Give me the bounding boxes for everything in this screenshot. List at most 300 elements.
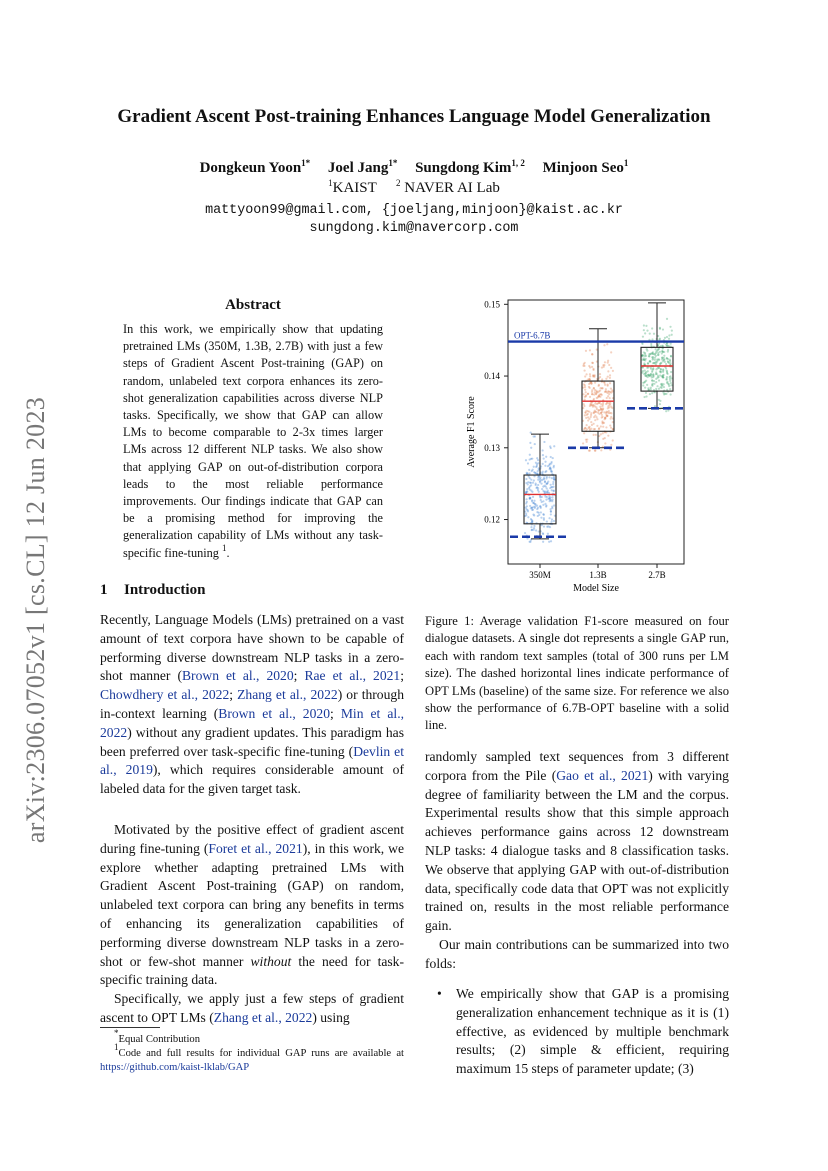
abstract-heading: Abstract [225, 297, 281, 313]
data-point [528, 472, 530, 474]
data-point [661, 350, 663, 352]
data-point [606, 415, 608, 417]
data-point [532, 509, 534, 511]
emphasis: without [250, 953, 292, 969]
citation-link[interactable]: Brown et al., 2020 [181, 668, 294, 684]
data-point [593, 404, 595, 406]
data-point [607, 385, 609, 387]
data-point [648, 353, 650, 355]
data-point [536, 457, 538, 459]
data-point [601, 420, 603, 422]
data-point [671, 329, 673, 331]
data-point [598, 428, 600, 430]
data-point [611, 390, 613, 392]
data-point [610, 427, 612, 429]
data-point [655, 388, 657, 390]
x-tick-label: 350M [529, 570, 551, 580]
x-tick-label: 2.7B [648, 570, 666, 580]
data-point [551, 505, 553, 507]
intro-paragraph [100, 821, 404, 990]
data-point [544, 461, 546, 463]
data-point [531, 507, 533, 509]
data-point [656, 373, 658, 375]
data-point [665, 379, 667, 381]
data-point [646, 384, 648, 386]
data-point [603, 344, 605, 346]
data-point [528, 469, 530, 471]
text-run: Recently, Language Models (LMs) pretrained on a vast amount of text corpora have shown to be capable of performing diverse downstream NLP tasks in a zero-shot manner ( [100, 612, 404, 684]
data-point [604, 417, 606, 419]
data-point [594, 419, 596, 421]
data-point [553, 520, 555, 522]
data-point [661, 357, 663, 359]
data-point [539, 496, 541, 498]
data-point [609, 382, 611, 384]
data-point [602, 364, 604, 366]
data-point [657, 354, 659, 356]
scatter-points [524, 318, 673, 543]
data-point [551, 496, 553, 498]
data-point [542, 449, 544, 451]
affiliation-mark: 2 [396, 178, 401, 188]
data-point [584, 414, 586, 416]
text-run: ; [400, 668, 404, 684]
data-point [588, 386, 590, 388]
data-point [535, 529, 537, 531]
data-point [668, 334, 670, 336]
data-point [533, 479, 535, 481]
data-point [541, 501, 543, 503]
data-point [549, 508, 551, 510]
data-point [593, 423, 595, 425]
x-tick-label: 1.3B [589, 570, 607, 580]
data-point [656, 385, 658, 387]
data-point [603, 382, 605, 384]
data-point [543, 478, 545, 480]
abstract-body: In this work, we empirically show that updating pretrained LMs (350M, 1.3B, 2.7B) with just a few steps of Gradient Ascent Post-training (GAP) on random, unlabeled text corpora enhances its zero-shot generalization capabilities across diverse NLP tasks. Specifically, we show that GAP can allow LMs to become comparable to 2-3x times larger LMs across 12 different NLP tasks. We also show that applying GAP on out-of-distribution corpora leads to the most reliable performance improvements. Our findings indicate that GAP can be a promising method for improving the generalization capability of LMs without any task-specific fine-tuning $^1$. [123, 322, 383, 560]
citation-link[interactable]: Chowdhery et al., 2022 [100, 687, 230, 703]
data-point [542, 504, 544, 506]
data-point [532, 513, 534, 515]
data-point [595, 390, 597, 392]
data-point [645, 325, 647, 327]
data-point [652, 373, 654, 375]
data-point [662, 392, 664, 394]
data-point [604, 361, 606, 363]
data-point [552, 483, 554, 485]
data-point [666, 376, 668, 378]
data-point [667, 349, 669, 351]
data-point [666, 373, 668, 375]
data-point [550, 484, 552, 486]
data-point [543, 441, 545, 443]
data-point [582, 393, 584, 395]
data-point [646, 367, 648, 369]
citation-link[interactable]: Rae et al., 2021 [304, 668, 401, 684]
data-point [654, 405, 656, 407]
data-point [658, 359, 660, 361]
data-point [589, 373, 591, 375]
data-point [545, 483, 547, 485]
data-point [552, 486, 554, 488]
data-point [551, 489, 553, 491]
data-point [525, 502, 527, 504]
data-point [659, 351, 661, 353]
data-point [670, 382, 672, 384]
data-point [666, 370, 668, 372]
data-point [666, 336, 668, 338]
y-ticks [484, 299, 508, 524]
data-point [529, 454, 531, 456]
data-point [536, 486, 538, 488]
data-point [585, 350, 587, 352]
data-point [536, 508, 538, 510]
data-point [605, 388, 607, 390]
body-paragraph [425, 748, 729, 936]
data-point [669, 375, 671, 377]
data-point [650, 387, 652, 389]
data-point [666, 318, 668, 320]
data-point [601, 378, 603, 380]
data-point [592, 362, 594, 364]
data-point [656, 361, 658, 363]
data-point [605, 378, 607, 380]
affiliations [60, 180, 768, 197]
data-point [526, 472, 528, 474]
paper-title: Gradient Ascent Post-training Enhances Language Model Generalization [117, 106, 711, 127]
y-axis-label: Average F1 Score [466, 396, 477, 468]
data-point [662, 374, 664, 376]
data-point [665, 410, 667, 412]
data-point [586, 414, 588, 416]
data-point [534, 507, 536, 509]
data-point [610, 367, 612, 369]
data-point [593, 393, 595, 395]
data-point [609, 424, 611, 426]
data-point [596, 418, 598, 420]
data-point [531, 521, 533, 523]
x-axis-label: Model Size [573, 583, 619, 594]
data-point [669, 326, 671, 328]
data-point [607, 362, 609, 364]
data-point [602, 403, 604, 405]
body-paragraph: Our main contributions can be summarized into two folds: [425, 937, 729, 971]
data-point [583, 405, 585, 407]
data-point [552, 481, 554, 483]
data-point [612, 439, 614, 441]
data-point [524, 532, 526, 534]
data-point [607, 376, 609, 378]
data-point [534, 443, 536, 445]
data-point [549, 526, 551, 528]
author-emails: mattyoon99@gmail.com, {joeljang,minjoon}@kaist.ac.kr [205, 203, 623, 218]
data-point [529, 442, 531, 444]
author-affiliation-mark: 1 [623, 158, 629, 168]
github-link[interactable]: https://github.com/kaist-lklab/GAP [100, 1062, 250, 1073]
data-point [648, 355, 650, 357]
data-point [552, 457, 554, 459]
affiliation-mark: 1 [328, 178, 333, 188]
data-point [669, 378, 671, 380]
data-point [590, 416, 592, 418]
data-point [600, 433, 602, 435]
data-point [661, 345, 663, 347]
data-point [531, 491, 533, 493]
data-point [542, 454, 544, 456]
data-point [545, 477, 547, 479]
data-point [553, 466, 555, 468]
data-point [612, 370, 614, 372]
data-point [589, 429, 591, 431]
citation-link[interactable]: Zhang et al., 2022 [213, 1009, 313, 1025]
data-point [599, 373, 601, 375]
data-point [542, 471, 544, 473]
data-point [527, 516, 529, 518]
data-point [643, 329, 645, 331]
data-point [650, 368, 652, 370]
data-point [600, 412, 602, 414]
data-point [586, 441, 588, 443]
data-point [551, 461, 553, 463]
data-point [665, 344, 667, 346]
data-point [663, 386, 665, 388]
data-point [525, 478, 527, 480]
data-point [653, 383, 655, 385]
data-point [668, 385, 670, 387]
data-point [653, 362, 655, 364]
data-point [647, 370, 649, 372]
data-point [584, 396, 586, 398]
data-point [659, 403, 661, 405]
data-point [593, 412, 595, 414]
data-point [530, 479, 532, 481]
data-point [589, 378, 591, 380]
data-point [659, 328, 661, 330]
data-point [658, 379, 660, 381]
data-point [532, 469, 534, 471]
data-point [601, 387, 603, 389]
data-point [549, 499, 551, 501]
data-point [584, 427, 586, 429]
data-point [597, 412, 599, 414]
data-point [599, 406, 601, 408]
text-run: ; [330, 705, 341, 721]
data-point [606, 397, 608, 399]
data-point [583, 432, 585, 434]
data-point [645, 380, 647, 382]
section-number: 1 [100, 582, 108, 598]
data-point [603, 411, 605, 413]
data-point [589, 375, 591, 377]
data-point [592, 368, 594, 370]
data-point [531, 519, 533, 521]
data-point [584, 384, 586, 386]
data-point [533, 527, 535, 529]
data-point [662, 368, 664, 370]
data-point [543, 519, 545, 521]
data-point [607, 360, 609, 362]
data-point [610, 387, 612, 389]
data-point [602, 422, 604, 424]
data-point [595, 434, 597, 436]
data-point [649, 333, 651, 335]
data-point [537, 489, 539, 491]
data-point [643, 355, 645, 357]
citation-link[interactable]: Gao et al., 2021 [556, 767, 649, 783]
data-point [551, 477, 553, 479]
data-point [594, 428, 596, 430]
data-point [652, 358, 654, 360]
data-point [605, 391, 607, 393]
data-point [643, 396, 645, 398]
data-point [529, 497, 531, 499]
section-heading [100, 582, 205, 599]
data-point [547, 533, 549, 535]
data-point [585, 373, 587, 375]
data-point [652, 353, 654, 355]
data-point [645, 358, 647, 360]
data-point [550, 511, 552, 513]
citation-link[interactable]: Devlin et al., 2019 [100, 743, 404, 778]
data-point [526, 505, 528, 507]
footnote-text: Code and full results for individual GAP runs are available at [118, 1048, 404, 1059]
text-run: randomly sampled text sequences from 3 different corpora from the Pile ( [425, 749, 729, 783]
data-point [594, 403, 596, 405]
data-point [529, 485, 531, 487]
data-point [645, 373, 647, 375]
data-point [652, 367, 654, 369]
data-point [661, 383, 663, 385]
data-point [588, 426, 590, 428]
citation-link[interactable]: Min et al., 2022 [100, 705, 404, 740]
data-point [535, 472, 537, 474]
y-tick-label: 0.13 [484, 442, 500, 453]
data-point [548, 464, 550, 466]
data-point [585, 439, 587, 441]
data-point [608, 391, 610, 393]
data-point [530, 431, 532, 433]
author-emails: sungdong.kim@navercorp.com [309, 221, 519, 236]
footnote-rule [100, 1027, 160, 1028]
data-point [592, 375, 594, 377]
data-point [542, 533, 544, 535]
data-point [659, 400, 661, 402]
data-point [663, 359, 665, 361]
data-point [536, 511, 538, 513]
footnote [100, 1042, 404, 1075]
data-point [609, 397, 611, 399]
bullet-text: We empirically show that GAP is a promising generalization enhancement technique as it is (1) effective, as evidenced by multiple benchmark results; (2) simple & efficient, requiring maximum 15 steps of parameter update; (3) [456, 986, 729, 1077]
y-tick-label: 0.12 [484, 514, 500, 525]
data-point [606, 411, 608, 413]
affiliation-name: KAIST [332, 180, 377, 196]
data-point [647, 362, 649, 364]
data-point [644, 369, 646, 371]
abstract-text: In this work, we empirically show that updating pretrained LMs (350M, 1.3B, 2.7B) with just a few steps of Gradient Ascent Post-training (GAP) on random, unlabeled text corpora enhances its zero-shot generalization capabilities across diverse NLP tasks. Specifically, we show that GAP can allow LMs to become comparable to 2-3x times larger LMs across 12 different NLP tasks. We also show that applying GAP on out-of-distribution corpora leads to the most reliable performance improvements. Our findings indicate that GAP can be a promising method for improving the generalization capability of LMs without any task-specific fine-tuning [123, 322, 383, 560]
data-point [650, 345, 652, 347]
data-point [550, 456, 552, 458]
data-point [602, 426, 604, 428]
data-point [646, 350, 648, 352]
author-list [60, 160, 768, 177]
data-point [584, 375, 586, 377]
data-point [651, 392, 653, 394]
citation-link[interactable]: Zhang et al., 2022 [237, 687, 338, 703]
affiliation-name: NAVER AI Lab [404, 180, 500, 196]
data-point [667, 360, 669, 362]
footnote-text: Equal Contribution [118, 1034, 201, 1045]
text-run: ; [229, 687, 238, 703]
data-point [665, 363, 667, 365]
data-point [527, 462, 529, 464]
data-point [549, 468, 551, 470]
data-point [610, 412, 612, 414]
footnote-mark: 1 [114, 1042, 119, 1052]
data-point [525, 498, 527, 500]
data-point [530, 526, 532, 528]
y-tick-label: 0.14 [484, 371, 500, 382]
data-point [670, 384, 672, 386]
text-run: ), which requires considerable amount of labeled data for the given target task. [100, 762, 404, 797]
author-affiliation-mark: 1, 2 [511, 158, 525, 168]
data-point [543, 514, 545, 516]
data-point [671, 334, 673, 336]
data-point [533, 500, 535, 502]
data-point [602, 438, 604, 440]
data-point [588, 418, 590, 420]
figure-1-chart [460, 296, 730, 601]
citation-link[interactable]: Brown et al., 2020 [218, 705, 330, 721]
data-point [655, 381, 657, 383]
data-point [608, 364, 610, 366]
data-point [542, 541, 544, 543]
data-point [642, 384, 644, 386]
data-point [532, 482, 534, 484]
data-point [594, 450, 596, 452]
data-point [645, 375, 647, 377]
data-point [531, 499, 533, 501]
data-point [540, 517, 542, 519]
data-point [658, 348, 660, 350]
data-point [668, 338, 670, 340]
text-run: ) or through in-context learning ( [100, 687, 404, 721]
data-point [660, 371, 662, 373]
data-point [609, 377, 611, 379]
citation-link[interactable]: Foret et al., 2021 [208, 840, 303, 856]
data-point [543, 485, 545, 487]
data-point [661, 387, 663, 389]
data-point [583, 363, 585, 365]
data-point [550, 513, 552, 515]
data-point [589, 450, 591, 452]
author-name: Dongkeun Yoon [199, 160, 302, 176]
data-point [529, 505, 531, 507]
section-title: Introduction [124, 582, 206, 598]
data-point [607, 370, 609, 372]
data-point [551, 500, 553, 502]
data-point [547, 480, 549, 482]
data-point [544, 480, 546, 482]
footnote-marker[interactable]: 1 [222, 542, 227, 553]
data-point [666, 382, 668, 384]
data-point [547, 490, 549, 492]
data-point [650, 375, 652, 377]
data-point [643, 324, 645, 326]
text-run: ; [293, 668, 305, 684]
data-point [594, 382, 596, 384]
data-point [642, 336, 644, 338]
data-point [539, 477, 541, 479]
